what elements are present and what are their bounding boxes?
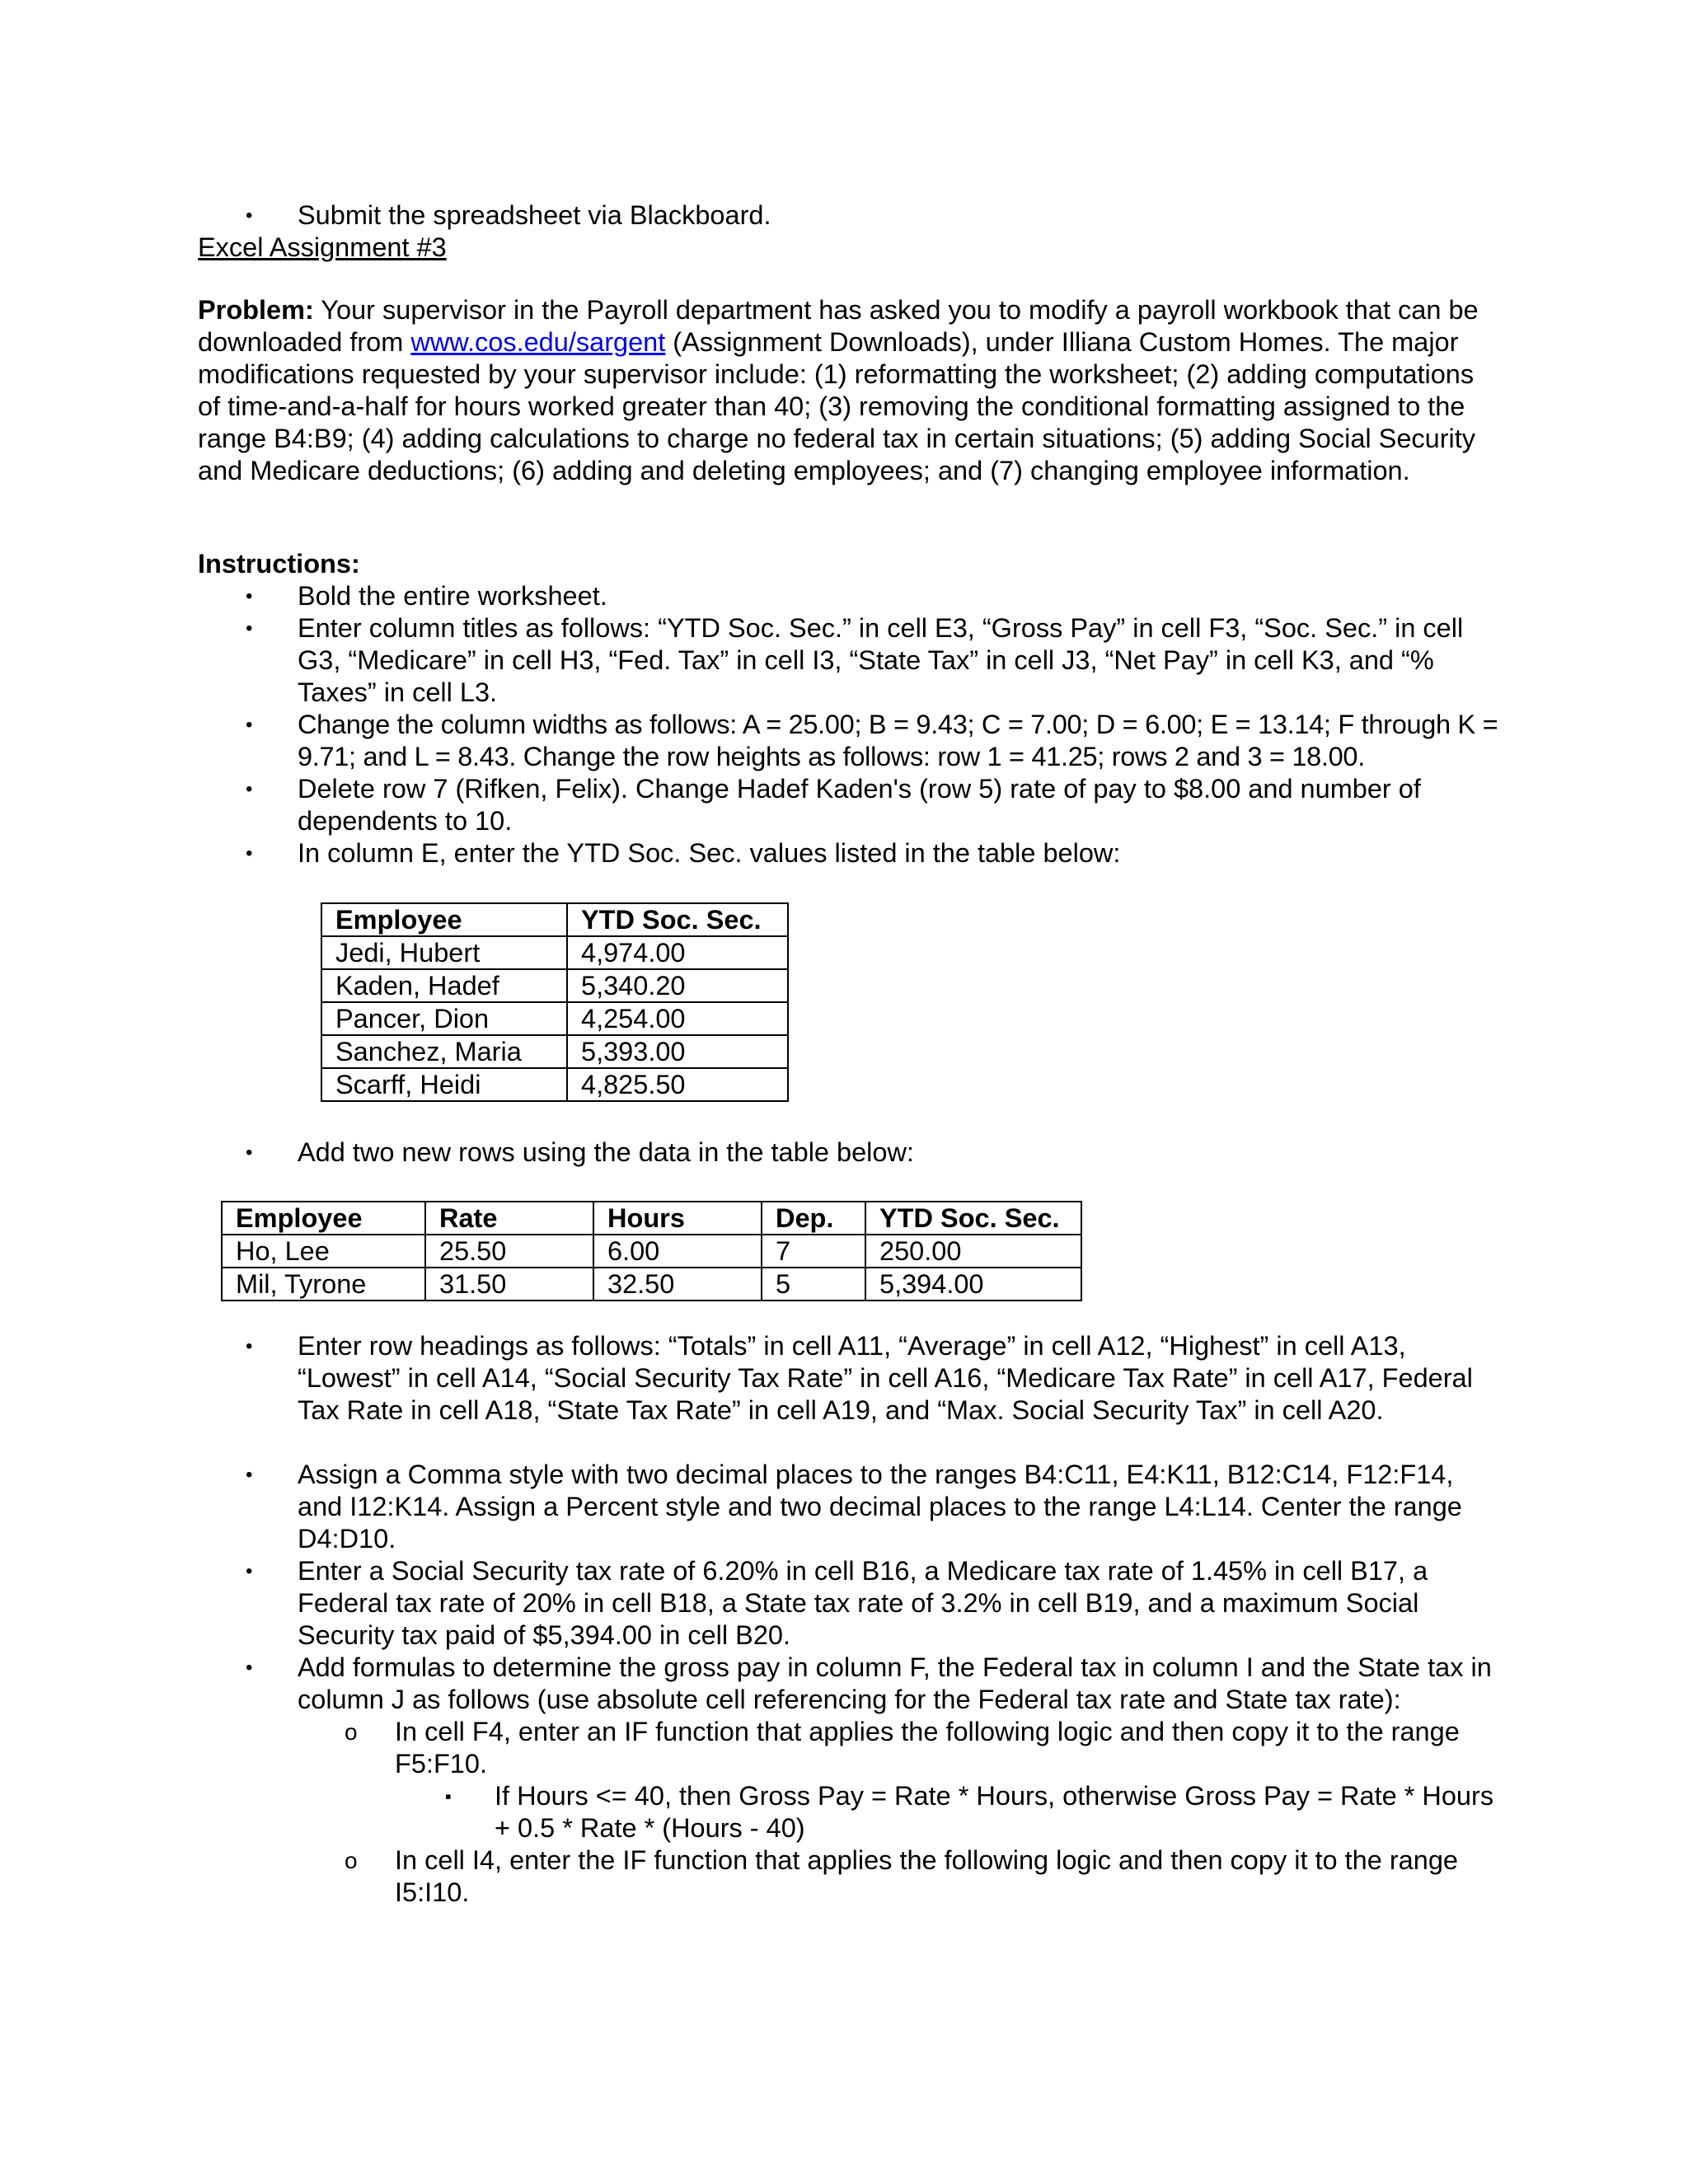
instructions-label: Instructions: bbox=[198, 549, 360, 579]
table-cell: 7 bbox=[762, 1235, 865, 1268]
list-item-text: Change the column widths as follows: A = 25.00; B = 9.43; C = 7.00; D = 6.00; E = 13.14; F through K = 9.71; and L = 8.43. Change the row heights as follows: row 1 = 41.25; rows 2 and 3 = 18.00. bbox=[298, 710, 1498, 771]
sub-list-item bbox=[345, 1844, 1498, 1909]
list-item bbox=[246, 709, 1498, 773]
table-cell: 6.00 bbox=[593, 1235, 762, 1268]
bullet-text: Submit the spreadsheet via Blackboard. bbox=[298, 200, 771, 230]
list-item-text: In column E, enter the YTD Soc. Sec. values listed in the table below: bbox=[298, 838, 1121, 868]
column-header: Employee bbox=[321, 903, 567, 936]
bullet-glyph: • bbox=[246, 1657, 253, 1679]
sub-list-item-text: In cell I4, enter the IF function that applies the following logic and then copy it to the range I5:I10. bbox=[395, 1845, 1458, 1907]
list-item-text: Add formulas to determine the gross pay in column F, the Federal tax in column I and the State tax in column J as follows (use absolute cell referencing for the Federal tax rate and State tax rate): bbox=[298, 1652, 1492, 1714]
table-cell: 5,340.20 bbox=[567, 969, 788, 1002]
table-cell: 5 bbox=[762, 1268, 865, 1301]
list-item-text: Enter a Social Security tax rate of 6.20% in cell B16, a Medicare tax rate of 1.45% in cell B17, a Federal tax rate of 20% in cell B18, a State tax rate of 3.2% in cell B19, and a maximum Social Security tax paid of $5,394.00 in cell B20. bbox=[298, 1556, 1428, 1650]
list-item bbox=[246, 612, 1498, 709]
table-cell: Sanchez, Maria bbox=[321, 1035, 567, 1068]
bullet-text: Add two new rows using the data in the table below: bbox=[298, 1137, 914, 1167]
table-cell: 250.00 bbox=[865, 1235, 1081, 1268]
table-header-row bbox=[222, 1202, 1081, 1235]
table-cell: 4,825.50 bbox=[567, 1068, 788, 1101]
square-bullet-glyph: ▪ bbox=[445, 1786, 452, 1807]
list-item-text: Enter row headings as follows: “Totals” in cell A11, “Average” in cell A12, “Highest” in cell A13, “Lowest” in cell A14, “Social Security Tax Rate” in cell A16, “Medicare Tax Rate” in cell A17, Federal Tax Rate in cell A18, “State Tax Rate” in cell A19, and “Max. Social Security Tax” in cell A20. bbox=[298, 1331, 1473, 1425]
ytd-soc-sec-table bbox=[321, 902, 789, 1102]
table-cell: Ho, Lee bbox=[222, 1235, 425, 1268]
table-cell: Pancer, Dion bbox=[321, 1002, 567, 1035]
detail-list-item bbox=[445, 1780, 1500, 1844]
list-item-text: Bold the entire worksheet. bbox=[298, 581, 607, 611]
detail-list-item-text: If Hours <= 40, then Gross Pay = Rate * Hours, otherwise Gross Pay = Rate * Hours + 0.5 * Rate * (Hours - 40) bbox=[495, 1781, 1494, 1843]
table-cell: Mil, Tyrone bbox=[222, 1268, 425, 1301]
problem-paragraph bbox=[198, 294, 1500, 487]
table-cell: Jedi, Hubert bbox=[321, 936, 567, 969]
instruction-list-c bbox=[246, 1330, 1498, 1716]
list-item bbox=[246, 1652, 1498, 1716]
bullet-glyph: • bbox=[246, 1141, 253, 1164]
bullet-glyph: • bbox=[246, 842, 253, 865]
list-item bbox=[246, 837, 1498, 869]
table-cell: 31.50 bbox=[425, 1268, 593, 1301]
table-row bbox=[222, 1268, 1081, 1301]
bullet-glyph: • bbox=[246, 617, 253, 640]
table-cell: 4,974.00 bbox=[567, 936, 788, 969]
table-cell: 25.50 bbox=[425, 1235, 593, 1268]
list-item-text: Delete row 7 (Rifken, Felix). Change Hadef Kaden's (row 5) rate of pay to $8.00 and number of dependents to 10. bbox=[298, 774, 1421, 836]
list-item-text: Enter column titles as follows: “YTD Soc. Sec.” in cell E3, “Gross Pay” in cell F3, “Soc. Sec.” in cell G3, “Medicare” in cell H3, “Fed. Tax” in cell I3, “State Tax” in cell J3, “Net Pay” in cell K3, and “% Taxes” in cell L3. bbox=[298, 613, 1464, 707]
list-item bbox=[246, 1555, 1498, 1652]
sub-bullet-glyph: o bbox=[345, 1848, 358, 1873]
bullet-glyph: • bbox=[246, 778, 253, 800]
bullet-glyph: • bbox=[246, 1464, 253, 1486]
new-employees-table bbox=[221, 1201, 1082, 1301]
table-cell: Scarff, Heidi bbox=[321, 1068, 567, 1101]
list-item bbox=[246, 773, 1498, 837]
bullet-glyph: • bbox=[246, 1335, 253, 1357]
instruction-list-a bbox=[246, 580, 1498, 869]
table-row bbox=[321, 1035, 788, 1068]
table-cell: 4,254.00 bbox=[567, 1002, 788, 1035]
table-row bbox=[321, 1002, 788, 1035]
bullet-glyph: • bbox=[246, 714, 253, 736]
sub-list-item-text: In cell F4, enter an IF function that applies the following logic and then copy it to the range F5:F10. bbox=[395, 1717, 1460, 1779]
bullet-glyph: • bbox=[246, 204, 253, 227]
table-header-row bbox=[321, 903, 788, 936]
list-item bbox=[246, 1459, 1498, 1555]
table-cell: Kaden, Hadef bbox=[321, 969, 567, 1002]
table-cell: 32.50 bbox=[593, 1268, 762, 1301]
column-header: Hours bbox=[593, 1202, 762, 1235]
table-row bbox=[321, 969, 788, 1002]
problem-text-1: Your supervisor in the Payroll department has asked you to modify a payroll workbook that can be downloaded from bbox=[198, 295, 1479, 357]
sub-bullet-glyph: o bbox=[345, 1719, 358, 1745]
table-row bbox=[321, 936, 788, 969]
table-cell: 5,394.00 bbox=[865, 1268, 1081, 1301]
assignment-heading: Excel Assignment #3 bbox=[198, 232, 447, 262]
column-header: YTD Soc. Sec. bbox=[865, 1202, 1081, 1235]
column-header: Dep. bbox=[762, 1202, 865, 1235]
sub-list-item bbox=[345, 1716, 1498, 1780]
table-row bbox=[222, 1235, 1081, 1268]
column-header: YTD Soc. Sec. bbox=[567, 903, 788, 936]
table-row bbox=[321, 1068, 788, 1101]
column-header: Rate bbox=[425, 1202, 593, 1235]
problem-text-2: (Assignment Downloads), under Illiana Custom Homes. The major modifications requested by your supervisor include: (1) reformatting the worksheet; (2) adding computations of time-and-a-half for hours worked greater than 40; (3) removing the conditional formatting assigned to the range B4:B9; (4) adding calculations to charge no federal tax in certain situations; (5) adding Social Security and Medicare deductions; (6) adding and deleting employees; and (7) changing employee information. bbox=[198, 327, 1476, 485]
list-item-text: Assign a Comma style with two decimal places to the ranges B4:C11, E4:K11, B12:C14, F12:F14, and I12:K14. Assign a Percent style and two decimal places to the range L4:L14. Center the range D4:D10. bbox=[298, 1460, 1462, 1554]
bullet-glyph: • bbox=[246, 585, 253, 607]
download-link[interactable]: www.cos.edu/sargent bbox=[410, 327, 666, 357]
list-item bbox=[246, 1330, 1498, 1459]
list-item bbox=[246, 580, 1498, 612]
problem-label: Problem: bbox=[198, 295, 314, 325]
table-cell: 5,393.00 bbox=[567, 1035, 788, 1068]
column-header: Employee bbox=[222, 1202, 425, 1235]
bullet-glyph: • bbox=[246, 1560, 253, 1582]
